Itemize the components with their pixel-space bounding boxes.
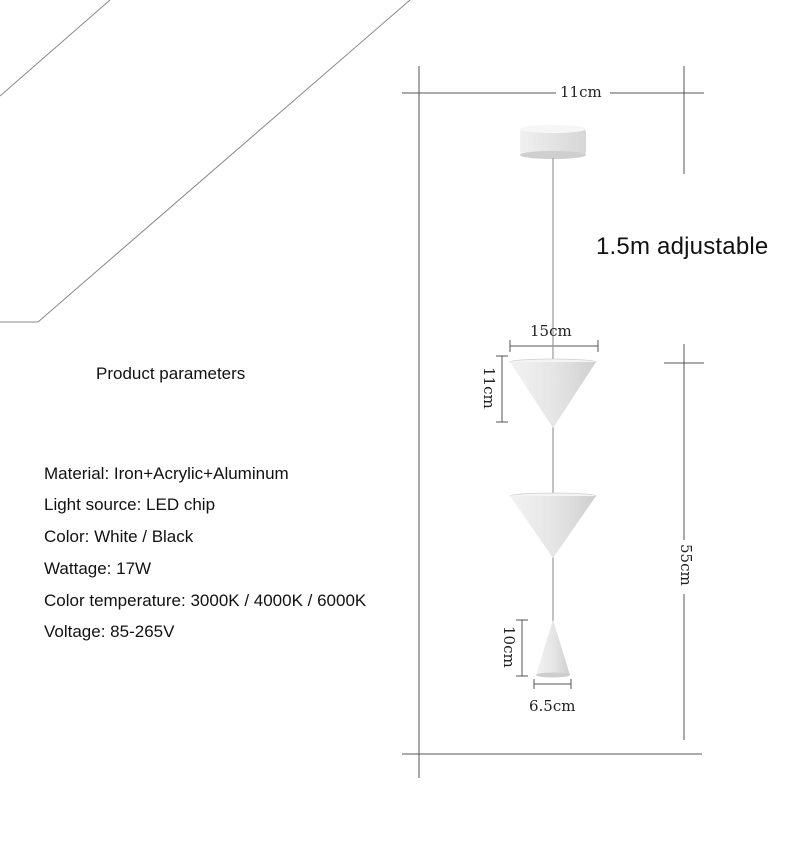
spec-color: Color: White / Black: [44, 527, 194, 546]
adjustable-length-note: 1.5m adjustable: [596, 233, 769, 260]
small-cone-width-label: 6.5cm: [529, 697, 576, 715]
middle-cone: [510, 493, 596, 558]
spec-color-temperature: Color temperature: 3000K / 4000K / 6000K: [44, 591, 367, 610]
small-cone-height-label: 10cm: [500, 626, 518, 668]
small-cone: [536, 620, 570, 678]
product-parameters-title: Product parameters: [96, 364, 246, 383]
cone-width-dimension: [510, 340, 598, 352]
cone-height-label: 11cm: [480, 367, 498, 409]
canopy-width-label: 11cm: [560, 83, 602, 101]
upper-cone: [510, 359, 596, 428]
spec-wattage: Wattage: 17W: [44, 559, 152, 578]
ceiling-canopy: [520, 125, 586, 159]
cone-width-label: 15cm: [530, 322, 572, 340]
spec-voltage: Voltage: 85-265V: [44, 622, 175, 641]
spec-light-source: Light source: LED chip: [44, 495, 216, 514]
spec-material: Material: Iron+Acrylic+Aluminum: [44, 464, 289, 483]
small-cone-width-dimension: [534, 679, 571, 689]
decorative-lines: [0, 0, 410, 322]
total-height-label: 55cm: [677, 544, 695, 586]
